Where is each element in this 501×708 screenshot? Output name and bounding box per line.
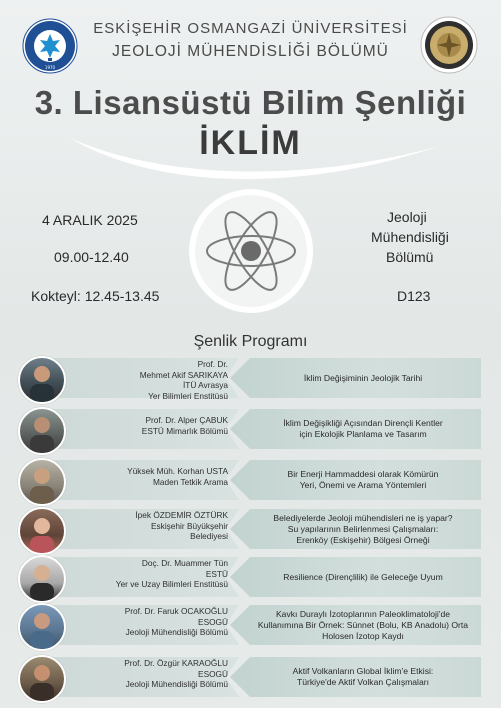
topic-line: Belediyelerde Jeoloji mühendisleri ne iş yapar?: [273, 512, 453, 523]
speaker-info: [66, 359, 228, 401]
speaker-photo: [18, 356, 66, 404]
speaker-info: [66, 606, 228, 638]
topic-line: Resilience (Dirençlilik) ile Geleceğe Uyum: [283, 571, 443, 582]
speaker-line: Prof. Dr. Özgür KARAOĞLU: [124, 658, 228, 668]
event-time: 09.00-12.40: [54, 249, 129, 265]
speaker-line: Mehmet Akif SARIKAYA: [139, 369, 228, 380]
speaker-photo: [18, 655, 66, 703]
speaker-info: [66, 658, 228, 690]
speaker-line: ESOGÜ: [198, 668, 228, 679]
talk-topic: [246, 358, 480, 398]
speaker-line: Jeoloji Mühendisliği Bölümü: [125, 627, 228, 637]
cocktail-time: Kokteyl: 12.45-13.45: [31, 288, 160, 304]
program-row: [18, 507, 484, 553]
speaker-line: Belediyesi: [190, 531, 228, 541]
speaker-line: Prof. Dr.: [197, 359, 228, 369]
program-row: [18, 458, 484, 504]
topic-line: İklim Değişikliği Açısından Dirençli Kentler: [283, 418, 443, 428]
topic-line: Kullanımına Bir Örnek: Sünnet (Bolu, KB Anadolu) Orta: [257, 619, 469, 630]
program-row: [18, 407, 484, 453]
venue-line-2: Mühendisliği: [371, 229, 449, 245]
speaker-line: Prof. Dr. Alper ÇABUK: [145, 415, 228, 425]
speaker-line: Yer ve Uzay Bilimleri Enstitüsü: [115, 579, 228, 589]
program-row: [18, 603, 484, 649]
speaker-line: ESTÜ Mimarlık Bölümü: [141, 425, 228, 436]
speaker-line: ESTÜ: [205, 568, 228, 579]
speaker-photo: [18, 603, 66, 651]
topic-line: Holosen İzotop Kaydı: [322, 630, 404, 641]
venue-line-3: Bölümü: [386, 249, 434, 265]
event-title: 3. Lisansüstü Bilim Şenliği: [34, 84, 467, 121]
room-number: D123: [397, 288, 431, 304]
speaker-line: Jeoloji Mühendisliği Bölümü: [125, 679, 228, 689]
speaker-line: ESOGÜ: [198, 616, 228, 627]
topic-line: Su yapılarının Belirlenmesi Çalışmaları:: [287, 523, 439, 534]
talk-topic: [246, 409, 480, 449]
speaker-info: [66, 510, 228, 542]
topic-line: için Ekolojik Planlama ve Tasarım: [299, 429, 427, 439]
speaker-info: [66, 415, 228, 436]
talk-topic: [246, 657, 480, 697]
speaker-photo: [18, 555, 66, 603]
speaker-info: [66, 466, 228, 487]
program-row: [18, 555, 484, 601]
speaker-line: Doç. Dr. Muammer Tün: [141, 558, 228, 568]
atom-emblem: [188, 188, 314, 314]
speaker-photo: [18, 407, 66, 455]
speaker-info: [66, 558, 228, 590]
topic-line: Yeri, Önemi ve Arama Yöntemleri: [299, 480, 427, 490]
program-row: [18, 655, 484, 701]
topic-line: Aktif Volkanların Global İklim'e Etkisi:: [292, 666, 434, 676]
speaker-photo: [18, 507, 66, 555]
program-row: [18, 356, 484, 402]
event-date: 4 ARALIK 2025: [42, 212, 138, 228]
speaker-line: Prof. Dr. Faruk OCAKOĞLU: [124, 606, 228, 616]
talk-topic: [246, 605, 480, 645]
topic-line: İklim Değişiminin Jeolojik Tarihi: [303, 372, 423, 383]
venue-line-1: Jeoloji: [387, 209, 427, 225]
speaker-line: Yüksek Müh. Korhan USTA: [127, 466, 228, 476]
talk-topic: [246, 509, 480, 549]
topic-line: Erenköy (Eskişehir) Bölgesi Örneği: [296, 534, 430, 545]
speaker-line: Eskişehir Büyükşehir: [150, 520, 228, 531]
topic-line: Türkiye'de Aktif Volkan Çalışmaları: [296, 677, 430, 687]
speaker-line: Maden Tetkik Arama: [152, 476, 228, 487]
topic-line: Kavkı Duraylı İzotoplarının Paleoklimatoloji'de: [275, 608, 451, 619]
speaker-line: İTÜ Avrasya: [182, 380, 228, 390]
university-name: ESKİŞEHİR OSMANGAZİ ÜNİVERSİTESİ: [93, 20, 408, 37]
event-subtitle: İKLİM: [199, 124, 302, 162]
topic-line: Bir Enerji Hammaddesi olarak Kömürün: [287, 469, 439, 479]
talk-topic: [246, 460, 480, 500]
program-title: Şenlik Programı: [193, 333, 308, 350]
speaker-line: Yer Bilimleri Enstitüsü: [148, 390, 228, 401]
svg-text:1970: 1970: [44, 65, 56, 70]
talk-topic: [246, 557, 480, 597]
speaker-line: İpek ÖZDEMİR ÖZTÜRK: [135, 510, 228, 520]
department-name: JEOLOJİ MÜHENDİSLİĞİ BÖLÜMÜ: [112, 43, 389, 60]
speaker-photo: [18, 458, 66, 506]
